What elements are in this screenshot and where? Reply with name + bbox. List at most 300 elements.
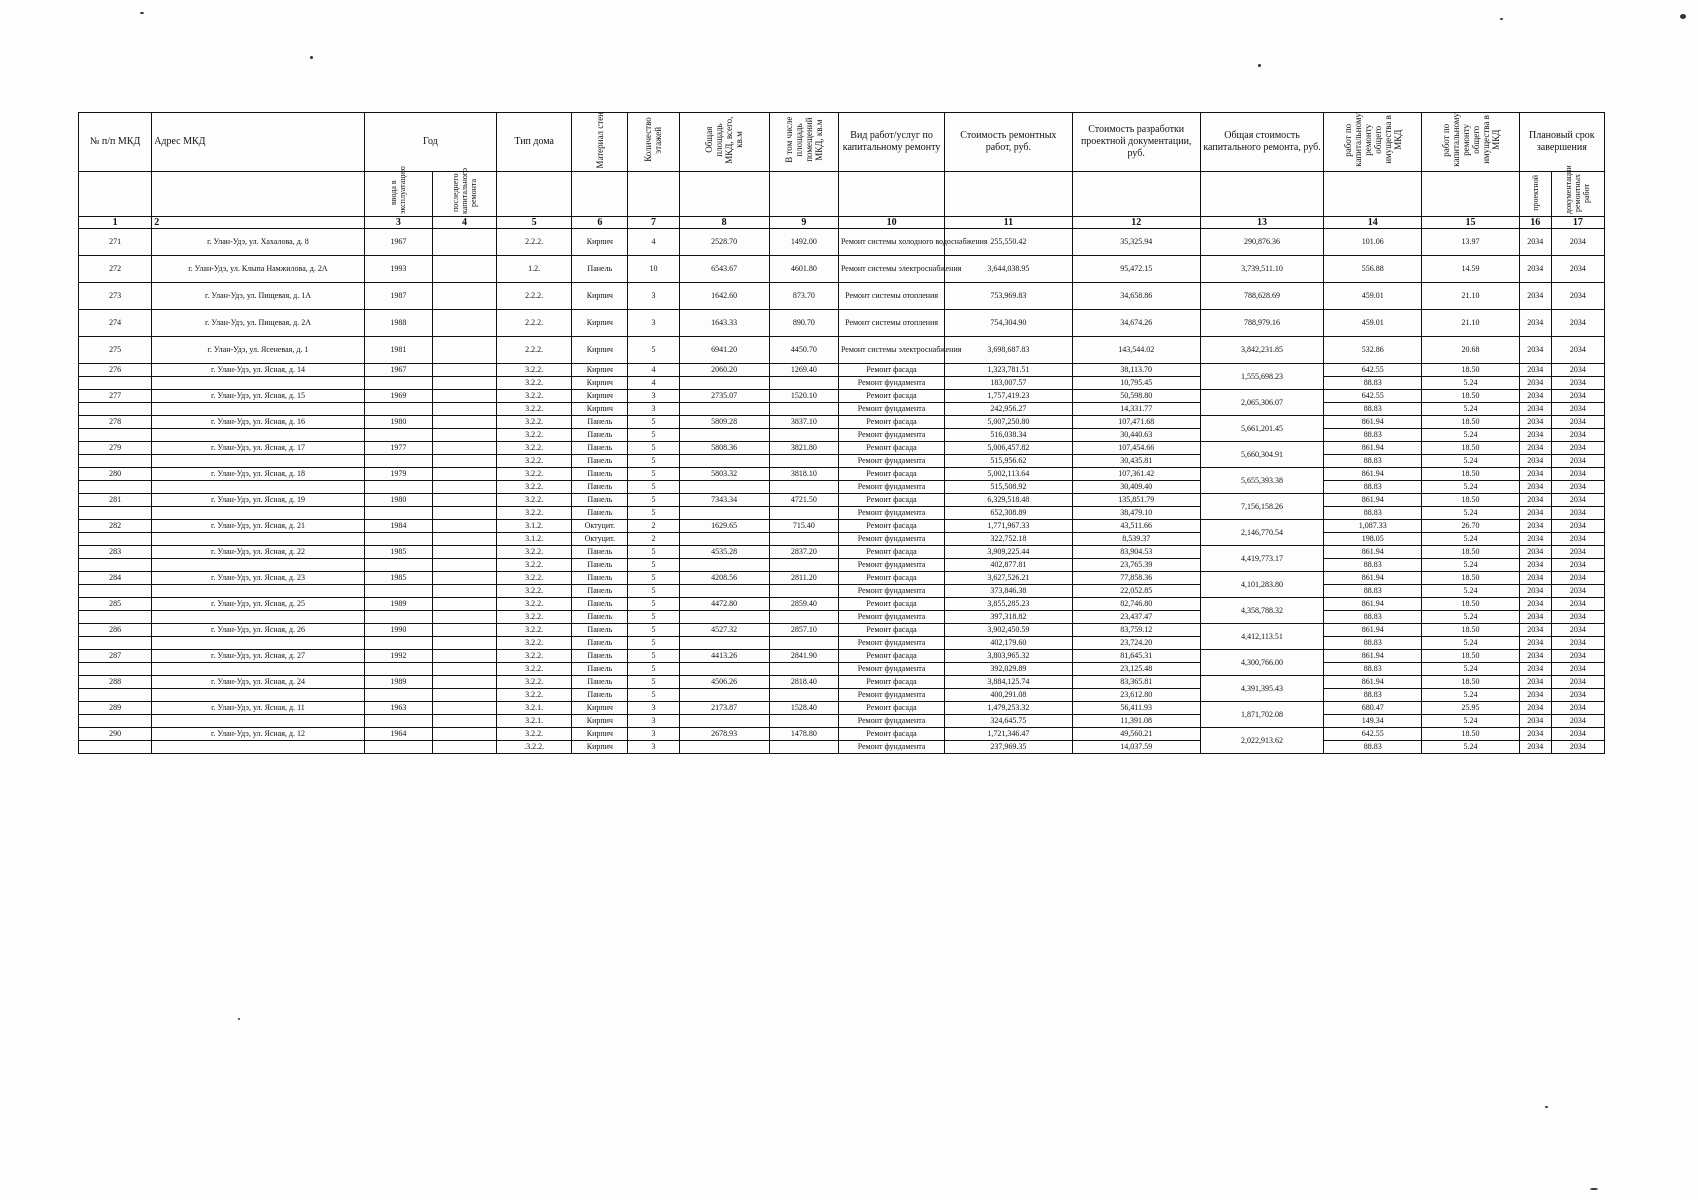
column-number: 17: [1551, 216, 1604, 228]
row-number: 289: [79, 701, 152, 714]
row-number: 282: [79, 519, 152, 532]
wall-material: Кирпич: [572, 402, 628, 415]
col-number-header: № п/п МКД: [79, 113, 152, 172]
scan-speck: [238, 1018, 240, 1020]
works-term: 2034: [1551, 428, 1604, 441]
address: г. Улан-Удэ, ул. Ясная, д. 18: [152, 467, 365, 480]
design-cost: 107,471.68: [1072, 415, 1200, 428]
address: г. Улан-Удэ, ул. Ясная, д. 27: [152, 649, 365, 662]
unit-limit: 5.24: [1422, 688, 1519, 701]
commissioning-year: 1984: [364, 519, 432, 532]
total-area: [679, 688, 769, 701]
works-term: 2034: [1551, 597, 1604, 610]
work-type: Ремонт фундамента: [838, 532, 944, 545]
commissioning-year: 1989: [364, 597, 432, 610]
unit-limit: 5.24: [1422, 376, 1519, 389]
unit-cost: 642.55: [1324, 363, 1422, 376]
table-row: [79, 675, 1605, 688]
wall-material: Панель: [572, 255, 628, 282]
last-repair-year: [432, 675, 496, 688]
wall-material: Панель: [572, 545, 628, 558]
commissioning-year: [364, 376, 432, 389]
total-area: [679, 558, 769, 571]
repair-cost: 5,002,113.64: [945, 467, 1072, 480]
unit-cost: 642.55: [1324, 727, 1422, 740]
table-row: [79, 415, 1605, 428]
total-cost: 4,101,283.80: [1200, 571, 1323, 597]
unit-cost: 459.01: [1324, 282, 1422, 309]
works-term: 2034: [1551, 255, 1604, 282]
wall-material: Панель: [572, 428, 628, 441]
wall-material: Панель: [572, 558, 628, 571]
table-row: [79, 441, 1605, 454]
design-term: 2034: [1519, 415, 1551, 428]
unit-cost: 198.05: [1324, 532, 1422, 545]
work-type: Ремонт системы отопления: [838, 309, 944, 336]
premises-area: 2811.20: [769, 571, 838, 584]
commissioning-year: [364, 740, 432, 753]
total-cost: 2,146,770.54: [1200, 519, 1323, 545]
house-type: 2.2.2.: [497, 282, 572, 309]
repair-cost: 652,308.89: [945, 506, 1072, 519]
wall-material: Панель: [572, 415, 628, 428]
table-row: [79, 532, 1605, 545]
table-row: [79, 428, 1605, 441]
total-area: 7343.34: [679, 493, 769, 506]
design-term: 2034: [1519, 255, 1551, 282]
total-cost: 4,358,788.32: [1200, 597, 1323, 623]
works-term: 2034: [1551, 506, 1604, 519]
house-type: 2.2.2.: [497, 228, 572, 255]
work-type: Ремонт системы электроснабжения: [838, 255, 944, 282]
address: [152, 506, 365, 519]
last-repair-year: [432, 584, 496, 597]
row-number: [79, 532, 152, 545]
last-repair-year: [432, 623, 496, 636]
unit-cost: 149.34: [1324, 714, 1422, 727]
row-number: 290: [79, 727, 152, 740]
repair-cost: 3,627,526.21: [945, 571, 1072, 584]
address: [152, 428, 365, 441]
house-type: 3.2.2.: [497, 571, 572, 584]
design-term: 2034: [1519, 428, 1551, 441]
row-number: 276: [79, 363, 152, 376]
unit-cost: 88.83: [1324, 376, 1422, 389]
unit-limit: 14.59: [1422, 255, 1519, 282]
premises-area: [769, 558, 838, 571]
col-unit-cost-header: работ по капитальному ремонту общего имущества в МКД: [1324, 113, 1422, 172]
total-area: 2528.70: [679, 228, 769, 255]
premises-area: 1520.10: [769, 389, 838, 402]
commissioning-year: 1981: [364, 336, 432, 363]
wall-material: Кирпич: [572, 363, 628, 376]
repair-cost: 1,757,419.23: [945, 389, 1072, 402]
wall-material: Кирпич: [572, 336, 628, 363]
row-number: 286: [79, 623, 152, 636]
unit-cost: 861.94: [1324, 649, 1422, 662]
row-number: [79, 428, 152, 441]
repair-cost: 753,969.83: [945, 282, 1072, 309]
works-term: 2034: [1551, 454, 1604, 467]
row-number: 281: [79, 493, 152, 506]
design-term: 2034: [1519, 636, 1551, 649]
design-term: 2034: [1519, 597, 1551, 610]
commissioning-year: 1980: [364, 415, 432, 428]
repair-cost: 242,956.27: [945, 402, 1072, 415]
house-type: 3.1.2.: [497, 519, 572, 532]
wall-material: Кирпич: [572, 228, 628, 255]
work-type: Ремонт фундамента: [838, 402, 944, 415]
design-cost: 143,544.02: [1072, 336, 1200, 363]
design-term: 2034: [1519, 336, 1551, 363]
row-number: [79, 506, 152, 519]
premises-area: 2859.40: [769, 597, 838, 610]
premises-area: 4601.80: [769, 255, 838, 282]
floors: 5: [628, 415, 679, 428]
unit-cost: 88.83: [1324, 740, 1422, 753]
commissioning-year: [364, 480, 432, 493]
work-type: Ремонт фундамента: [838, 506, 944, 519]
commissioning-year: 1967: [364, 363, 432, 376]
premises-area: 3837.10: [769, 415, 838, 428]
column-number: 9: [769, 216, 838, 228]
works-term: 2034: [1551, 309, 1604, 336]
row-number: [79, 558, 152, 571]
repair-cost: 515,956.62: [945, 454, 1072, 467]
unit-cost: 88.83: [1324, 506, 1422, 519]
total-area: 1642.60: [679, 282, 769, 309]
repair-cost: 322,752.18: [945, 532, 1072, 545]
total-cost: 1,871,702.08: [1200, 701, 1323, 727]
column-number: 15: [1422, 216, 1519, 228]
table-row: [79, 584, 1605, 597]
repair-cost: 3,803,965.32: [945, 649, 1072, 662]
total-cost: 7,156,158.26: [1200, 493, 1323, 519]
last-repair-year: [432, 282, 496, 309]
column-number: 14: [1324, 216, 1422, 228]
unit-cost: 861.94: [1324, 441, 1422, 454]
floors: 5: [628, 571, 679, 584]
wall-material: Кирпич: [572, 740, 628, 753]
row-number: 280: [79, 467, 152, 480]
design-term: 2034: [1519, 441, 1551, 454]
premises-area: 3821.80: [769, 441, 838, 454]
premises-area: 715.40: [769, 519, 838, 532]
design-cost: 56,411.93: [1072, 701, 1200, 714]
house-type: 3.2.2.: [497, 584, 572, 597]
scan-speck: [1680, 14, 1686, 19]
design-cost: 23,765.39: [1072, 558, 1200, 571]
premises-area: 2837.20: [769, 545, 838, 558]
floors: 5: [628, 623, 679, 636]
total-cost: 4,419,773.17: [1200, 545, 1323, 571]
work-type: Ремонт фундамента: [838, 454, 944, 467]
scan-speck: [140, 12, 144, 14]
col-unit-limit-header: работ по капитальному ремонту общего имущества в МКД: [1422, 113, 1519, 172]
house-type: 3.2.2.: [497, 363, 572, 376]
premises-area: 890.70: [769, 309, 838, 336]
commissioning-year: 1985: [364, 571, 432, 584]
house-type: 3.2.2.: [497, 454, 572, 467]
unit-cost: 88.83: [1324, 662, 1422, 675]
wall-material: Панель: [572, 506, 628, 519]
works-term: 2034: [1551, 688, 1604, 701]
work-type: Ремонт фундамента: [838, 688, 944, 701]
total-area: [679, 610, 769, 623]
works-term: 2034: [1551, 623, 1604, 636]
scan-speck: [310, 56, 313, 59]
works-term: 2034: [1551, 675, 1604, 688]
repair-cost: 183,007.57: [945, 376, 1072, 389]
house-type: 3.2.2.: [497, 402, 572, 415]
floors: 5: [628, 480, 679, 493]
house-type: 3.2.2.: [497, 376, 572, 389]
design-cost: 23,437.47: [1072, 610, 1200, 623]
house-type: 3.2.1.: [497, 714, 572, 727]
total-cost: 3,739,511.10: [1200, 255, 1323, 282]
row-number: 275: [79, 336, 152, 363]
repair-cost: 400,291.08: [945, 688, 1072, 701]
house-type: 3.2.2.: [497, 506, 572, 519]
repair-cost: 1,323,781.51: [945, 363, 1072, 376]
design-term: 2034: [1519, 402, 1551, 415]
premises-area: [769, 688, 838, 701]
house-type: 3.2.2.: [497, 389, 572, 402]
address: г. Улан-Удэ, ул. Ясная, д. 23: [152, 571, 365, 584]
floors: 5: [628, 662, 679, 675]
works-term: 2034: [1551, 480, 1604, 493]
works-term: 2034: [1551, 441, 1604, 454]
address: г. Улан-Удэ, ул. Ясная, д. 21: [152, 519, 365, 532]
sub-empty: [497, 171, 572, 216]
table-row: [79, 714, 1605, 727]
work-type: Ремонт фасада: [838, 597, 944, 610]
address: [152, 402, 365, 415]
design-term: 2034: [1519, 740, 1551, 753]
unit-limit: 18.50: [1422, 467, 1519, 480]
repair-cost: 754,304.90: [945, 309, 1072, 336]
unit-cost: 88.83: [1324, 402, 1422, 415]
col-wall-material-header: Материал стен: [572, 113, 628, 172]
work-type: Ремонт фасада: [838, 675, 944, 688]
commissioning-year: 1967: [364, 228, 432, 255]
work-type: Ремонт фасада: [838, 649, 944, 662]
sub-design-term: проектной: [1519, 171, 1551, 216]
unit-cost: 88.83: [1324, 610, 1422, 623]
design-cost: 23,612.80: [1072, 688, 1200, 701]
design-term: 2034: [1519, 584, 1551, 597]
work-type: Ремонт фасада: [838, 467, 944, 480]
work-type: Ремонт фасада: [838, 363, 944, 376]
total-area: [679, 402, 769, 415]
total-area: [679, 662, 769, 675]
sub-empty: [1072, 171, 1200, 216]
floors: 3: [628, 727, 679, 740]
total-area: [679, 740, 769, 753]
unit-cost: 680.47: [1324, 701, 1422, 714]
column-number: 10: [838, 216, 944, 228]
row-number: [79, 584, 152, 597]
design-term: 2034: [1519, 623, 1551, 636]
last-repair-year: [432, 255, 496, 282]
total-area: 5809.28: [679, 415, 769, 428]
commissioning-year: [364, 688, 432, 701]
work-type: Ремонт фасада: [838, 389, 944, 402]
row-number: [79, 402, 152, 415]
design-cost: 38,113.70: [1072, 363, 1200, 376]
total-cost: 4,300,766.00: [1200, 649, 1323, 675]
unit-cost: 88.83: [1324, 558, 1422, 571]
unit-limit: 5.24: [1422, 506, 1519, 519]
work-type: Ремонт фундамента: [838, 428, 944, 441]
house-type: 3.2.2.: [497, 610, 572, 623]
premises-area: [769, 610, 838, 623]
wall-material: Кирпич: [572, 282, 628, 309]
floors: 4: [628, 363, 679, 376]
last-repair-year: [432, 701, 496, 714]
work-type: Ремонт фундамента: [838, 740, 944, 753]
address: г. Улан-Удэ, ул. Ясная, д. 25: [152, 597, 365, 610]
last-repair-year: [432, 506, 496, 519]
row-number: 271: [79, 228, 152, 255]
design-cost: 23,125.48: [1072, 662, 1200, 675]
works-term: 2034: [1551, 571, 1604, 584]
unit-limit: 5.24: [1422, 610, 1519, 623]
unit-limit: 5.24: [1422, 636, 1519, 649]
total-area: 2173.87: [679, 701, 769, 714]
unit-limit: 5.24: [1422, 584, 1519, 597]
house-type: 3.2.2.: [497, 727, 572, 740]
wall-material: Панель: [572, 623, 628, 636]
table-row: [79, 255, 1605, 282]
row-number: 278: [79, 415, 152, 428]
unit-limit: 18.50: [1422, 623, 1519, 636]
last-repair-year: [432, 519, 496, 532]
house-type: 3.2.2.: [497, 545, 572, 558]
work-type: Ремонт фасада: [838, 623, 944, 636]
floors: 3: [628, 309, 679, 336]
last-repair-year: [432, 389, 496, 402]
sub-empty: [1422, 171, 1519, 216]
unit-limit: 18.50: [1422, 727, 1519, 740]
wall-material: Панель: [572, 467, 628, 480]
design-cost: 81,645.31: [1072, 649, 1200, 662]
design-term: 2034: [1519, 493, 1551, 506]
design-term: 2034: [1519, 675, 1551, 688]
sub-empty: [1200, 171, 1323, 216]
address: г. Улан-Удэ, ул. Ясная, д. 12: [152, 727, 365, 740]
column-number: 11: [945, 216, 1072, 228]
design-cost: 14,037.59: [1072, 740, 1200, 753]
works-term: 2034: [1551, 467, 1604, 480]
floors: 4: [628, 376, 679, 389]
house-type: 3.2.2.: [497, 428, 572, 441]
commissioning-year: [364, 584, 432, 597]
column-number: 16: [1519, 216, 1551, 228]
unit-cost: 642.55: [1324, 389, 1422, 402]
unit-limit: 5.24: [1422, 480, 1519, 493]
total-area: 4535.28: [679, 545, 769, 558]
scan-speck: [1258, 64, 1261, 67]
repair-cost: 255,550.42: [945, 228, 1072, 255]
work-type: Ремонт фасада: [838, 571, 944, 584]
table-row: [79, 402, 1605, 415]
total-area: 6941.20: [679, 336, 769, 363]
work-type: Ремонт фасада: [838, 441, 944, 454]
last-repair-year: [432, 454, 496, 467]
column-number: 8: [679, 216, 769, 228]
header-row: [79, 113, 1605, 172]
address: г. Улан-Удэ, ул. Ясная, д. 17: [152, 441, 365, 454]
wall-material: Панель: [572, 610, 628, 623]
address: [152, 714, 365, 727]
wall-material: Кирпич: [572, 701, 628, 714]
unit-limit: 18.50: [1422, 649, 1519, 662]
repair-cost: 3,698,687.83: [945, 336, 1072, 363]
address: г. Улан-Удэ, ул. Ясная, д. 24: [152, 675, 365, 688]
floors: 3: [628, 389, 679, 402]
total-area: [679, 714, 769, 727]
unit-limit: 26.70: [1422, 519, 1519, 532]
repair-cost: 515,508.92: [945, 480, 1072, 493]
table-row: [79, 480, 1605, 493]
floors: 5: [628, 688, 679, 701]
col-year-header: Год: [364, 113, 496, 172]
repair-cost: 1,721,346.47: [945, 727, 1072, 740]
row-number: 273: [79, 282, 152, 309]
total-area: 6543.67: [679, 255, 769, 282]
work-type: Ремонт фундамента: [838, 610, 944, 623]
row-number: [79, 688, 152, 701]
sub-works-term: документации ремонтных работ: [1551, 171, 1604, 216]
design-cost: 10,795.45: [1072, 376, 1200, 389]
work-type: Ремонт фундамента: [838, 662, 944, 675]
repair-cost: 3,644,038.95: [945, 255, 1072, 282]
repair-cost: 3,855,285.23: [945, 597, 1072, 610]
premises-area: 873.70: [769, 282, 838, 309]
floors: 5: [628, 610, 679, 623]
unit-limit: 18.50: [1422, 415, 1519, 428]
repair-cost: 402,877.81: [945, 558, 1072, 571]
floors: 5: [628, 336, 679, 363]
design-term: 2034: [1519, 532, 1551, 545]
design-cost: 83,759.12: [1072, 623, 1200, 636]
col-premises-area-header: В том числе площадь помещений МКД, кв.м: [769, 113, 838, 172]
wall-material: Октуцит.: [572, 519, 628, 532]
total-area: 4506.26: [679, 675, 769, 688]
table-row: [79, 597, 1605, 610]
commissioning-year: [364, 532, 432, 545]
row-number: 272: [79, 255, 152, 282]
house-type: 3.2.2.: [497, 467, 572, 480]
wall-material: Панель: [572, 584, 628, 597]
design-term: 2034: [1519, 376, 1551, 389]
sub-commissioning-year: ввода в эксплуатацию: [364, 171, 432, 216]
house-type: 3.2.2.: [497, 415, 572, 428]
last-repair-year: [432, 493, 496, 506]
unit-limit: 18.50: [1422, 571, 1519, 584]
unit-limit: 5.24: [1422, 532, 1519, 545]
design-term: 2034: [1519, 467, 1551, 480]
premises-area: 4450.70: [769, 336, 838, 363]
total-cost: 788,628.69: [1200, 282, 1323, 309]
work-type: Ремонт фасада: [838, 493, 944, 506]
table-row: [79, 636, 1605, 649]
floors: 5: [628, 636, 679, 649]
design-cost: 107,361.42: [1072, 467, 1200, 480]
table-row: [79, 336, 1605, 363]
wall-material: Панель: [572, 688, 628, 701]
